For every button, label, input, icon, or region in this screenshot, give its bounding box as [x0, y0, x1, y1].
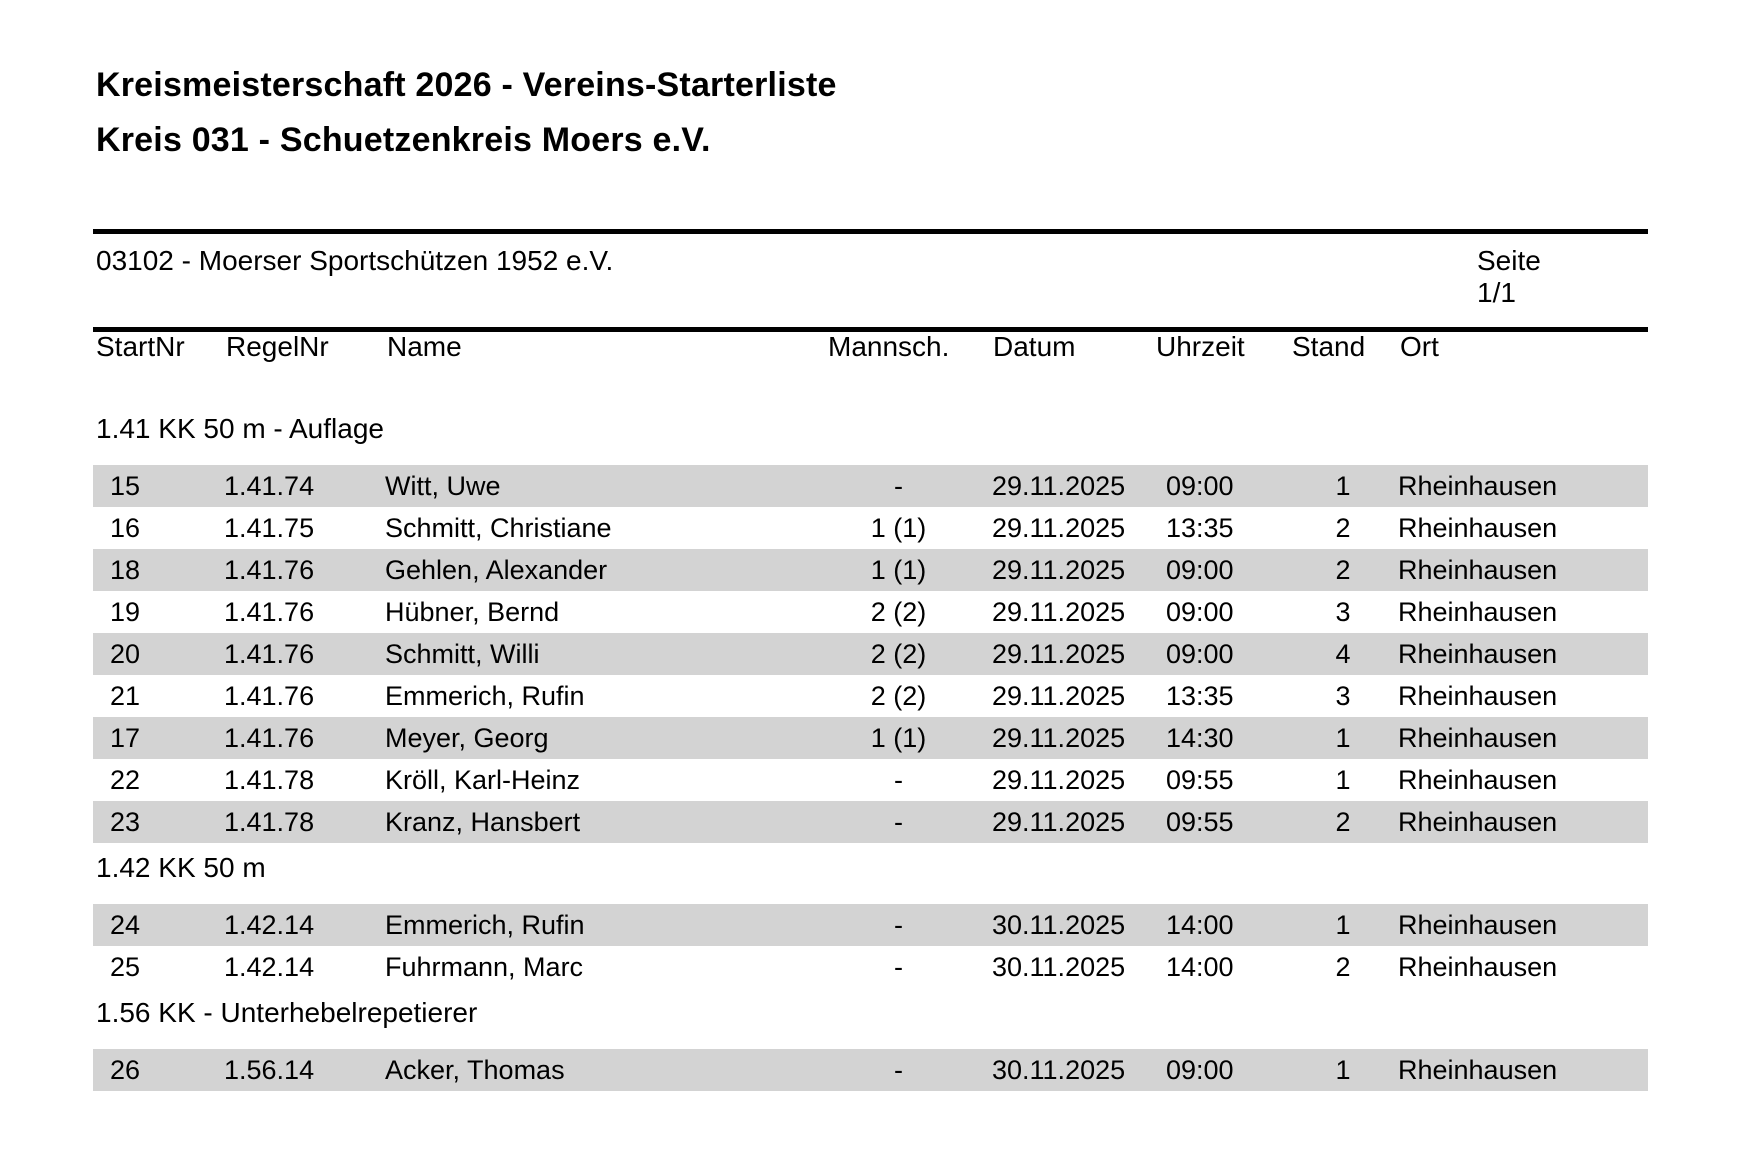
cell-uhrzeit: 13:35 [1166, 513, 1234, 543]
cell-datum: 29.11.2025 [992, 471, 1126, 501]
table-row [93, 759, 1648, 801]
cell-uhrzeit: 09:00 [1166, 597, 1234, 627]
table-row [93, 946, 1648, 988]
cell-datum: 29.11.2025 [992, 513, 1126, 543]
cell-mannschaft: - [894, 807, 903, 837]
table-row [93, 591, 1648, 633]
table-row [93, 507, 1648, 549]
cell-name: Meyer, Georg [385, 723, 549, 753]
cell-mannschaft: - [894, 1055, 903, 1085]
table-row [93, 717, 1648, 759]
cell-stand: 4 [1335, 639, 1351, 669]
cell-name: Kranz, Hansbert [385, 807, 581, 837]
cell-name: Emmerich, Rufin [385, 681, 585, 711]
cell-uhrzeit: 09:00 [1166, 555, 1234, 585]
cell-ort: Rheinhausen [1398, 471, 1558, 501]
cell-stand: 3 [1335, 681, 1351, 711]
cell-ort: Rheinhausen [1398, 723, 1558, 753]
cell-startnr: 20 [110, 639, 141, 669]
cell-ort: Rheinhausen [1398, 807, 1558, 837]
cell-name: Fuhrmann, Marc [385, 952, 584, 982]
cell-stand: 1 [1335, 1055, 1351, 1085]
cell-uhrzeit: 14:00 [1166, 952, 1234, 982]
table-row [93, 633, 1648, 675]
table-header-row [93, 326, 1648, 368]
cell-uhrzeit: 14:00 [1166, 910, 1234, 940]
column-header-datum: Datum [993, 331, 1076, 362]
cell-uhrzeit: 09:00 [1166, 1055, 1234, 1085]
column-header-name: Name [387, 331, 462, 362]
column-header-regelnr: RegelNr [226, 331, 329, 362]
cell-stand: 2 [1335, 513, 1351, 543]
table-row [93, 801, 1648, 843]
cell-datum: 29.11.2025 [992, 597, 1126, 627]
cell-regelnr: 1.56.14 [224, 1055, 315, 1085]
cell-stand: 1 [1335, 471, 1351, 501]
cell-stand: 1 [1335, 765, 1351, 795]
column-header-stand: Stand [1292, 331, 1366, 362]
cell-mannschaft: 2 (2) [870, 639, 927, 669]
cell-stand: 3 [1335, 597, 1351, 627]
cell-mannschaft: - [894, 471, 903, 501]
cell-mannschaft: - [894, 765, 903, 795]
cell-name: Acker, Thomas [385, 1055, 565, 1085]
report-subtitle: Kreis 031 - Schuetzenkreis Moers e.V. [96, 121, 711, 159]
cell-name: Witt, Uwe [385, 471, 501, 501]
cell-startnr: 26 [110, 1055, 141, 1085]
horizontal-rule-top [93, 229, 1648, 234]
cell-ort: Rheinhausen [1398, 597, 1558, 627]
cell-mannschaft: 1 (1) [870, 513, 927, 543]
cell-datum: 30.11.2025 [992, 1055, 1126, 1085]
cell-regelnr: 1.42.14 [224, 910, 315, 940]
starter-list-sections [93, 413, 1648, 1091]
cell-startnr: 19 [110, 597, 141, 627]
cell-regelnr: 1.41.78 [224, 765, 315, 795]
cell-ort: Rheinhausen [1398, 513, 1558, 543]
cell-regelnr: 1.42.14 [224, 952, 315, 982]
table-row [93, 675, 1648, 717]
cell-regelnr: 1.41.76 [224, 681, 315, 711]
cell-stand: 1 [1335, 723, 1351, 753]
cell-datum: 30.11.2025 [992, 910, 1126, 940]
cell-mannschaft: - [894, 910, 903, 940]
cell-regelnr: 1.41.75 [224, 513, 315, 543]
cell-name: Kröll, Karl-Heinz [385, 765, 581, 795]
cell-datum: 29.11.2025 [992, 681, 1126, 711]
cell-stand: 2 [1335, 807, 1351, 837]
cell-ort: Rheinhausen [1398, 1055, 1558, 1085]
cell-datum: 29.11.2025 [992, 807, 1126, 837]
section-heading: 1.42 KK 50 m [96, 852, 266, 883]
cell-mannschaft: 2 (2) [870, 597, 927, 627]
column-header-uhrzeit: Uhrzeit [1156, 331, 1245, 362]
cell-uhrzeit: 09:00 [1166, 471, 1234, 501]
cell-mannschaft: 1 (1) [870, 555, 927, 585]
section-heading: 1.41 KK 50 m - Auflage [96, 413, 384, 444]
cell-startnr: 18 [110, 555, 141, 585]
cell-regelnr: 1.41.74 [224, 471, 315, 501]
page-number: Seite 1/1 [1477, 245, 1541, 308]
table-row [93, 904, 1648, 946]
cell-startnr: 17 [110, 723, 141, 753]
table-row [93, 465, 1648, 507]
cell-ort: Rheinhausen [1398, 555, 1558, 585]
cell-datum: 29.11.2025 [992, 555, 1126, 585]
cell-uhrzeit: 09:55 [1166, 765, 1234, 795]
cell-startnr: 22 [110, 765, 141, 795]
cell-uhrzeit: 14:30 [1166, 723, 1234, 753]
section [93, 997, 1648, 1091]
cell-startnr: 21 [110, 681, 141, 711]
column-header-startnr: StartNr [96, 331, 185, 362]
cell-datum: 29.11.2025 [992, 723, 1126, 753]
cell-ort: Rheinhausen [1398, 765, 1558, 795]
table-row [93, 1049, 1648, 1091]
cell-startnr: 24 [110, 910, 141, 940]
cell-startnr: 16 [110, 513, 141, 543]
cell-name: Gehlen, Alexander [385, 555, 608, 585]
section [93, 413, 1648, 843]
cell-stand: 1 [1335, 910, 1351, 940]
club-name: 03102 - Moerser Sportschützen 1952 e.V. [96, 245, 614, 276]
cell-regelnr: 1.41.76 [224, 639, 315, 669]
table-row [93, 549, 1648, 591]
cell-datum: 29.11.2025 [992, 639, 1126, 669]
cell-regelnr: 1.41.76 [224, 555, 315, 585]
report-title: Kreismeisterschaft 2026 - Vereins-Starterliste [96, 66, 837, 104]
cell-uhrzeit: 09:00 [1166, 639, 1234, 669]
cell-name: Schmitt, Christiane [385, 513, 612, 543]
cell-name: Schmitt, Willi [385, 639, 540, 669]
cell-datum: 30.11.2025 [992, 952, 1126, 982]
cell-name: Emmerich, Rufin [385, 910, 585, 940]
cell-mannschaft: 2 (2) [870, 681, 927, 711]
cell-stand: 2 [1335, 952, 1351, 982]
column-header-ort: Ort [1400, 331, 1439, 362]
column-header-mannschaft: Mannsch. [828, 331, 950, 362]
cell-ort: Rheinhausen [1398, 952, 1558, 982]
cell-name: Hübner, Bernd [385, 597, 560, 627]
cell-datum: 29.11.2025 [992, 765, 1126, 795]
cell-uhrzeit: 13:35 [1166, 681, 1234, 711]
cell-ort: Rheinhausen [1398, 639, 1558, 669]
section-heading: 1.56 KK - Unterhebelrepetierer [96, 997, 478, 1028]
cell-regelnr: 1.41.76 [224, 723, 315, 753]
cell-ort: Rheinhausen [1398, 681, 1558, 711]
cell-startnr: 25 [110, 952, 141, 982]
cell-mannschaft: - [894, 952, 903, 982]
section [93, 852, 1648, 988]
cell-startnr: 15 [110, 471, 141, 501]
cell-stand: 2 [1335, 555, 1351, 585]
cell-mannschaft: 1 (1) [870, 723, 927, 753]
cell-startnr: 23 [110, 807, 141, 837]
cell-ort: Rheinhausen [1398, 910, 1558, 940]
cell-regelnr: 1.41.78 [224, 807, 315, 837]
cell-regelnr: 1.41.76 [224, 597, 315, 627]
cell-uhrzeit: 09:55 [1166, 807, 1234, 837]
